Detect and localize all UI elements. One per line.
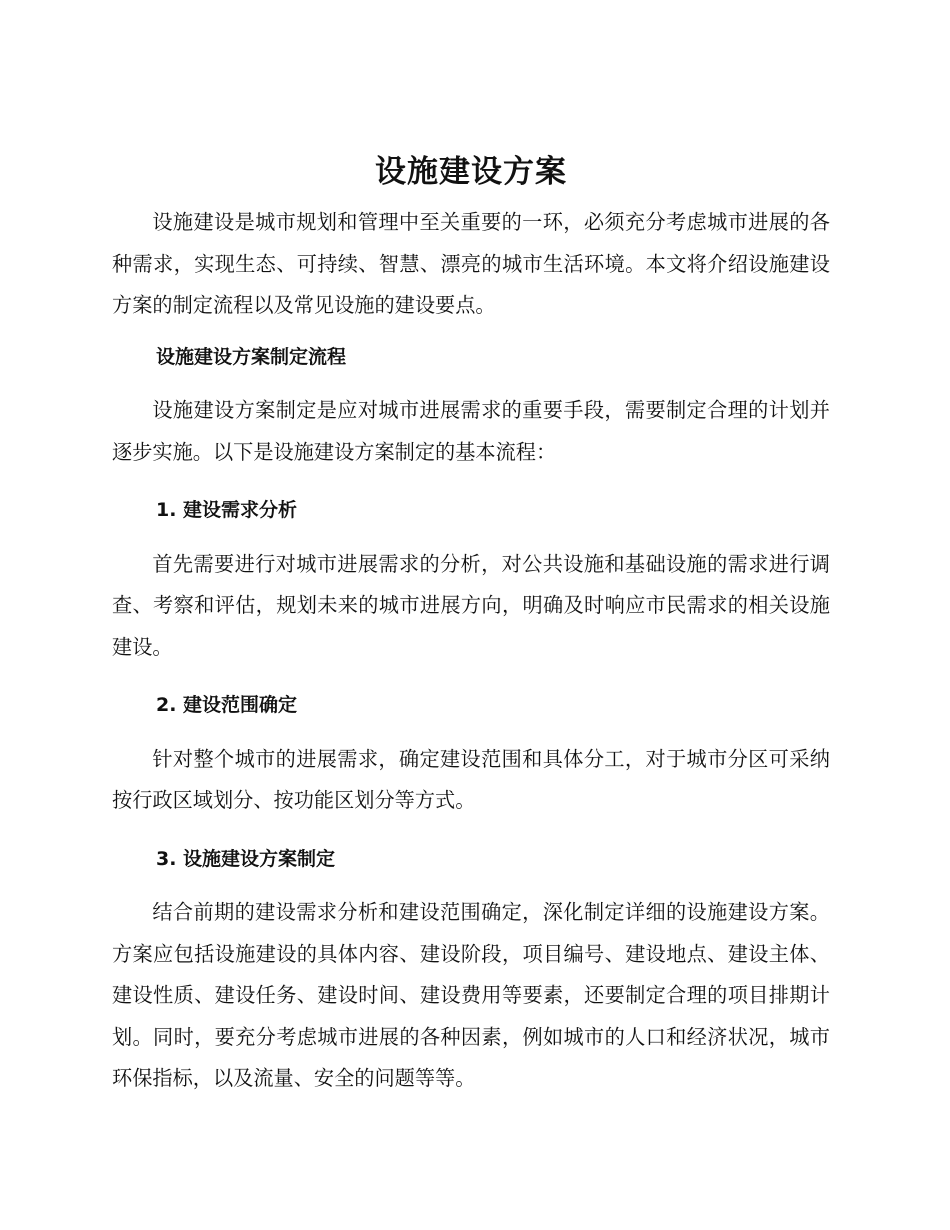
page-title: 设施建设方案: [375, 154, 567, 190]
step-3-paragraph: 结合前期的建设需求分析和建设范围确定，深化制定详细的设施建设方案。方案应包括设施建设的具体内容、建设阶段，项目编号、建设地点、建设主体、建设性质、建设任务、建设时间、建设费用等要素，还要制定合理的项目排期计划。同时，要充分考虑城市进展的各种因素，例如城市的人口和经济状况，城市环保指标，以及流量、安全的问题等等。: [112, 900, 830, 1090]
step-2-paragraph: 针对整个城市的进展需求，确定建设范围和具体分工，对于城市分区可采纳按行政区域划分、按功能区划分等方式。: [112, 746, 830, 812]
step-2-heading: 2. 建设范围确定: [156, 694, 298, 716]
step-1-paragraph: 首先需要进行对城市进展需求的分析，对公共设施和基础设施的需求进行调查、考察和评估，规划未来的城市进展方向，明确及时响应市民需求的相关设施建设。: [112, 551, 830, 659]
section-intro-paragraph: 设施建设方案制定是应对城市进展需求的重要手段，需要制定合理的计划并逐步实施。以下是设施建设方案制定的基本流程：: [112, 398, 830, 464]
step-3-heading: 3. 设施建设方案制定: [156, 847, 336, 870]
document-page: [112, 146, 830, 1100]
section-heading: 设施建设方案制定流程: [156, 345, 347, 368]
intro-paragraph: 设施建设是城市规划和管理中至关重要的一环，必须充分考虑城市进展的各种需求，实现生态、可持续、智慧、漂亮的城市生活环境。本文将介绍设施建设方案的制定流程以及常见设施的建设要点。: [112, 210, 830, 317]
step-1-heading: 1. 建设需求分析: [156, 499, 298, 521]
